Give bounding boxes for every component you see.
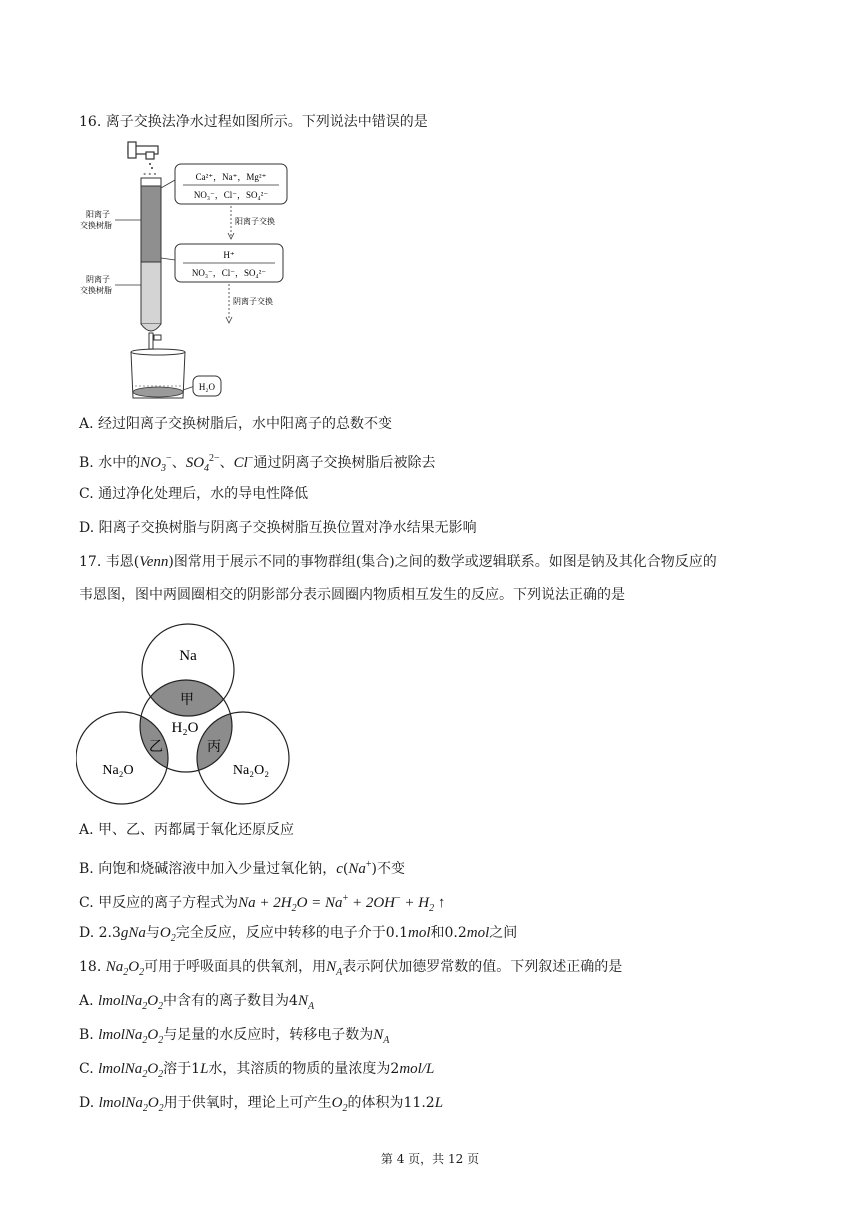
box1-cations: Ca²⁺，Na⁺，Mg²⁺: [195, 172, 267, 182]
venn-diagram: [76, 612, 336, 814]
q17-option-a: A. 甲、乙、丙都属于氧化还原反应: [79, 822, 295, 838]
q17-option-d: D. 2.3gNa与$O_2$完全反应，反应中转移的电子介于0.1mol和0.2mol之间: [79, 925, 518, 944]
venn-label-bing: 丙: [207, 739, 221, 755]
faucet-icon: [128, 142, 158, 169]
cation-resin-label-2: 交换树脂: [80, 221, 112, 230]
q17-stem-line1: 17. 韦恩(Venn)图常用于展示不同的事物群组(集合)之间的数学或逻辑联系。如图是钠及其化合物反应的: [79, 554, 717, 570]
anion-resin-label-1: 阴离子: [86, 275, 110, 284]
page-footer: 第 4 页，共 12 页: [380, 1152, 480, 1166]
svg-text:∘ ∘ ∘: ∘ ∘ ∘: [143, 170, 157, 178]
water-label: H₂O: [198, 382, 216, 392]
q18-option-d: D. $lmolNa_2O_2$用于供氧时，理论上可产生$O_2$的体积为11.2L: [79, 1095, 444, 1114]
q16-option-a: A. 经过阳离子交换树脂后，水中阳离子的总数不变: [79, 416, 393, 432]
box2-anions: NO₃⁻，Cl⁻，SO₄²⁻: [191, 268, 267, 278]
q17-stem-line2: 韦恩图，图中两圆圈相交的阴影部分表示圆圈内物质相互发生的反应。下列说法正确的是: [79, 587, 625, 603]
q16-option-d: D. 阳离子交换树脂与阴离子交换树脂互换位置对净水结果无影响: [79, 520, 477, 536]
anion-resin-label-2: 交换树脂: [80, 286, 112, 295]
venn-label-na2o2: Na₂O₂: [232, 763, 270, 778]
q18-option-b: B. $lmolNa_2O_2$与足量的水反应时，转移电子数为$N_A$: [79, 1027, 390, 1046]
q17-option-b: B. 向饱和烧碱溶液中加入少量过氧化钠，c(Na+)不变: [79, 859, 405, 877]
q18-option-a: A. $lmolNa_2O_2$中含有的离子数目为$4N_A$: [79, 993, 315, 1012]
venn-label-jia: 甲: [180, 692, 194, 708]
step-anion-exchange: 阴离子交换: [233, 297, 273, 306]
box2-cations: H⁺: [223, 250, 235, 260]
step-cation-exchange: 阳离子交换: [235, 217, 275, 226]
venn-label-na2o: Na₂O: [102, 763, 134, 778]
q16-option-b: B. 水中的$NO_3^-$、$SO_4^{2-}$、Cl−通过阴离子交换树脂后被除去: [79, 453, 436, 474]
q18-stem: 18. $Na_2O_2$可用于呼吸面具的供氧剂，用$N_A$表示阿伏加德罗常数的值。下列叙述正确的是: [79, 959, 623, 978]
venn-label-na: Na: [179, 648, 197, 664]
q16-option-c: C. 通过净化处理后，水的导电性降低: [79, 486, 309, 502]
q16-stem: 16. 离子交换法净水过程如图所示。下列说法中错误的是: [79, 114, 428, 130]
venn-label-yi: 乙: [149, 739, 163, 755]
beaker-icon: [131, 349, 185, 398]
ion-exchange-figure: [79, 140, 339, 402]
box1-anions: NO₃⁻，Cl⁻，SO₄²⁻: [193, 190, 269, 200]
venn-label-h2o: H₂O: [171, 720, 199, 736]
cation-resin-label-1: 阳离子: [86, 210, 110, 219]
q17-option-c: C. 甲反应的离子方程式为$Na + 2H_2O = Na^+ + 2OH^- + H_2$ ↑: [79, 893, 446, 914]
exchange-column: [141, 170, 161, 349]
q18-option-c: C. $lmolNa_2O_2$溶于1L水，其溶质的物质的量浓度为2mol/L: [79, 1061, 435, 1080]
